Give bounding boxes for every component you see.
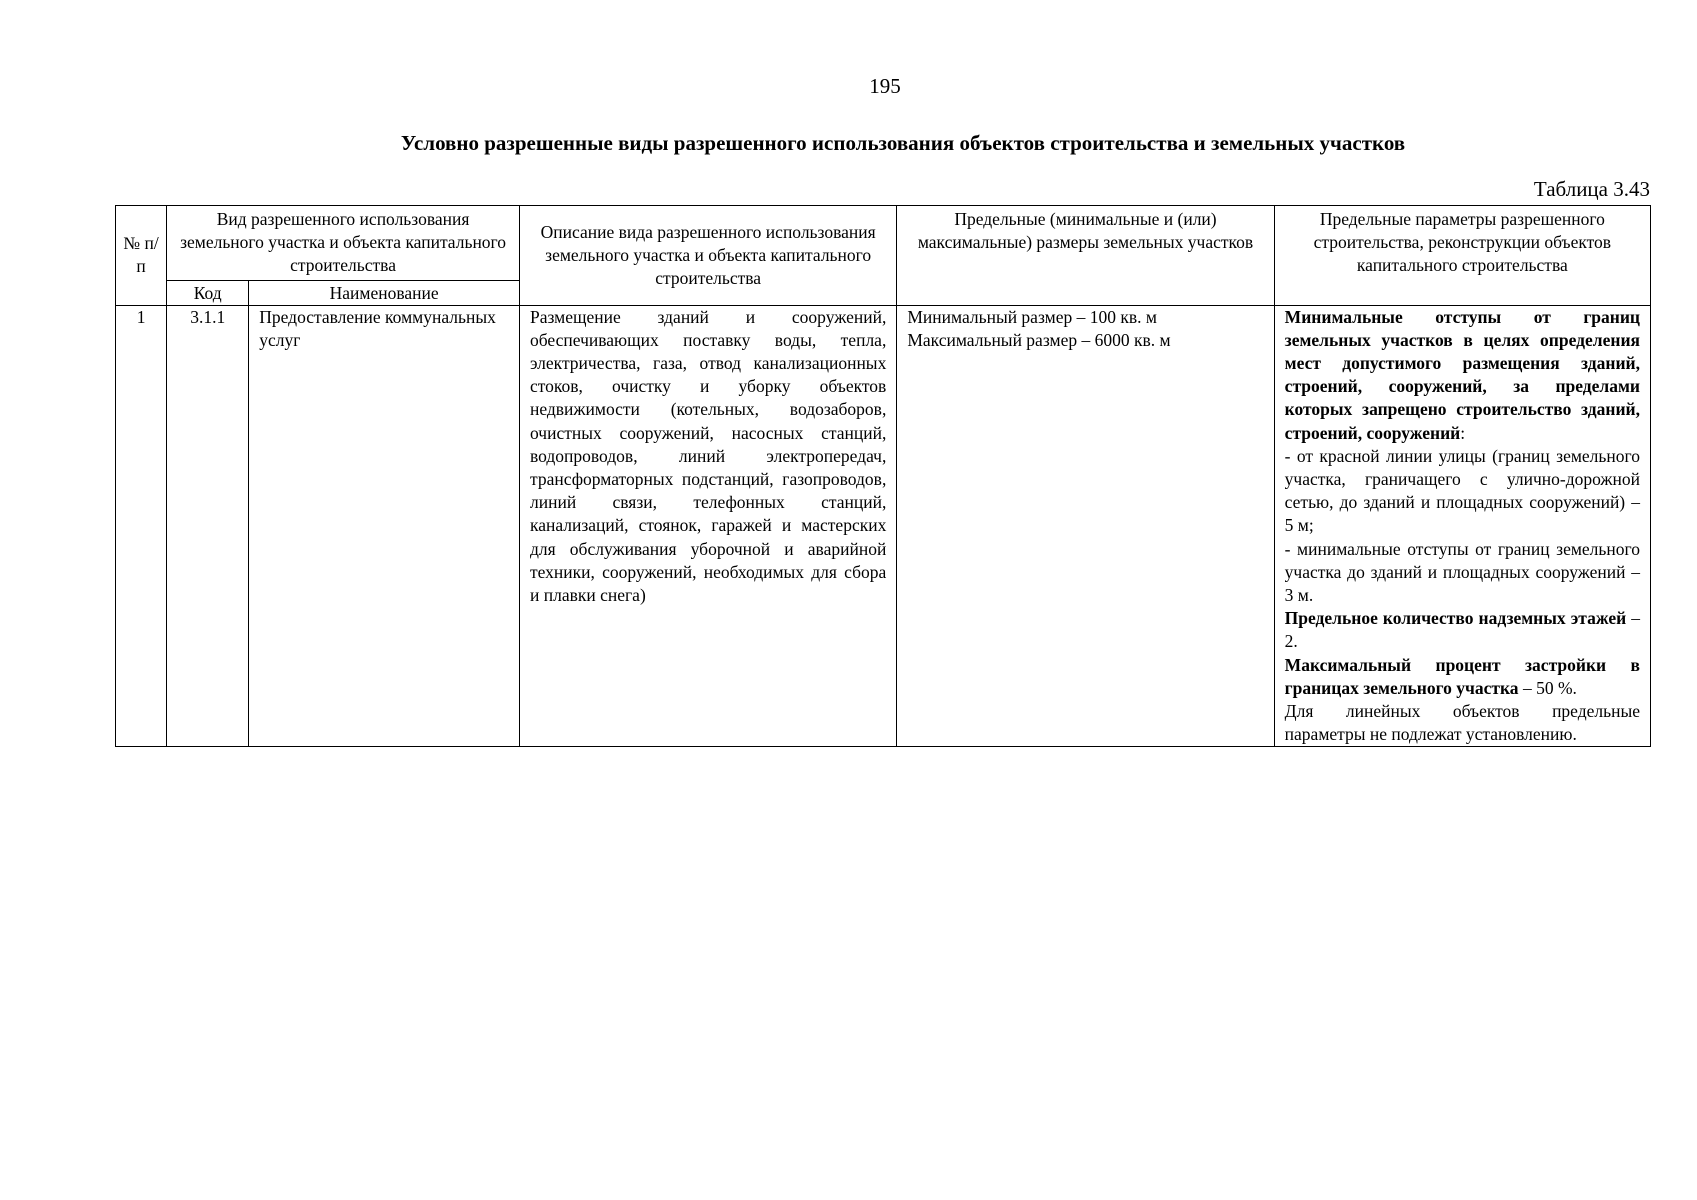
linear-note: Для линейных объектов предельные параметры не подлежат установлению.	[1284, 701, 1640, 745]
size-max: Максимальный размер – 6000 кв. м	[907, 329, 1171, 350]
table-header-row	[116, 206, 1651, 281]
floors-paragraph	[1285, 607, 1640, 653]
floors-value: – 2.	[1284, 608, 1640, 652]
document-title: Условно разрешенные виды разрешенного использования объектов строительства и земельных участков	[400, 131, 1406, 155]
floors-title: Предельное количество надземных этажей	[1284, 608, 1627, 629]
cell-num: 1	[116, 305, 167, 747]
coverage-paragraph	[1285, 654, 1640, 700]
coverage-value: – 50 %.	[1518, 677, 1577, 698]
setback-min: - минимальные отступы от границ земельного участка до зданий и площадных сооружений – 3 м.	[1284, 538, 1640, 606]
regulations-table	[115, 205, 1651, 747]
table-label: Таблица 3.43	[1533, 177, 1650, 201]
header-num: № п/п	[116, 206, 167, 306]
table-row	[116, 305, 1651, 747]
cell-code: 3.1.1	[167, 305, 249, 747]
header-name: Наименование	[249, 280, 520, 305]
cell-description: Размещение зданий и сооружений, обеспечивающих поставку воды, тепла, электричества, газа, отвод канализационных стоков, очистку и уборку объектов недвижимости (котельных, водозаборов, очистных сооружений, насосных станций, водопроводов, линий электропередач, трансформаторных подстанций, газопроводов, линий связи, телефонных станций, канализаций, стоянок, гаражей и мастерских для обслуживания уборочной и аварийной техники, сооружений, необходимых для сбора и плавки снега)	[519, 305, 896, 747]
cell-name: Предоставление коммунальных услуг	[249, 305, 520, 747]
header-use-type: Вид разрешенного использования земельного участка и объекта капитального строительства	[167, 206, 520, 281]
page-number: 195	[869, 74, 901, 98]
setback-title: Минимальные отступы от границ земельных участков в целях определения мест допустимого размещения зданий, строений, сооружений, за пределами которых запрещено строительство зданий, строений, сооружений	[1284, 306, 1640, 443]
cell-sizes	[897, 305, 1274, 747]
header-params: Предельные параметры разрешенного строительства, реконструкции объектов капитального строительства	[1274, 206, 1650, 306]
header-description: Описание вида разрешенного использования земельного участка и объекта капитального строительства	[519, 206, 896, 306]
setback-red-line: - от красной линии улицы (границ земельного участка, граничащего с улично-дорожной сетью, до зданий и площадных сооружений) – 5 м;	[1284, 445, 1640, 536]
setback-paragraph	[1285, 306, 1640, 445]
setback-colon: :	[1460, 422, 1466, 443]
header-code: Код	[167, 280, 249, 305]
cell-params	[1274, 305, 1650, 747]
coverage-title: Максимальный процент застройки в границах земельного участка	[1284, 654, 1640, 698]
size-min: Минимальный размер – 100 кв. м	[907, 306, 1157, 327]
header-sizes: Предельные (минимальные и (или) максимальные) размеры земельных участков	[897, 206, 1274, 306]
